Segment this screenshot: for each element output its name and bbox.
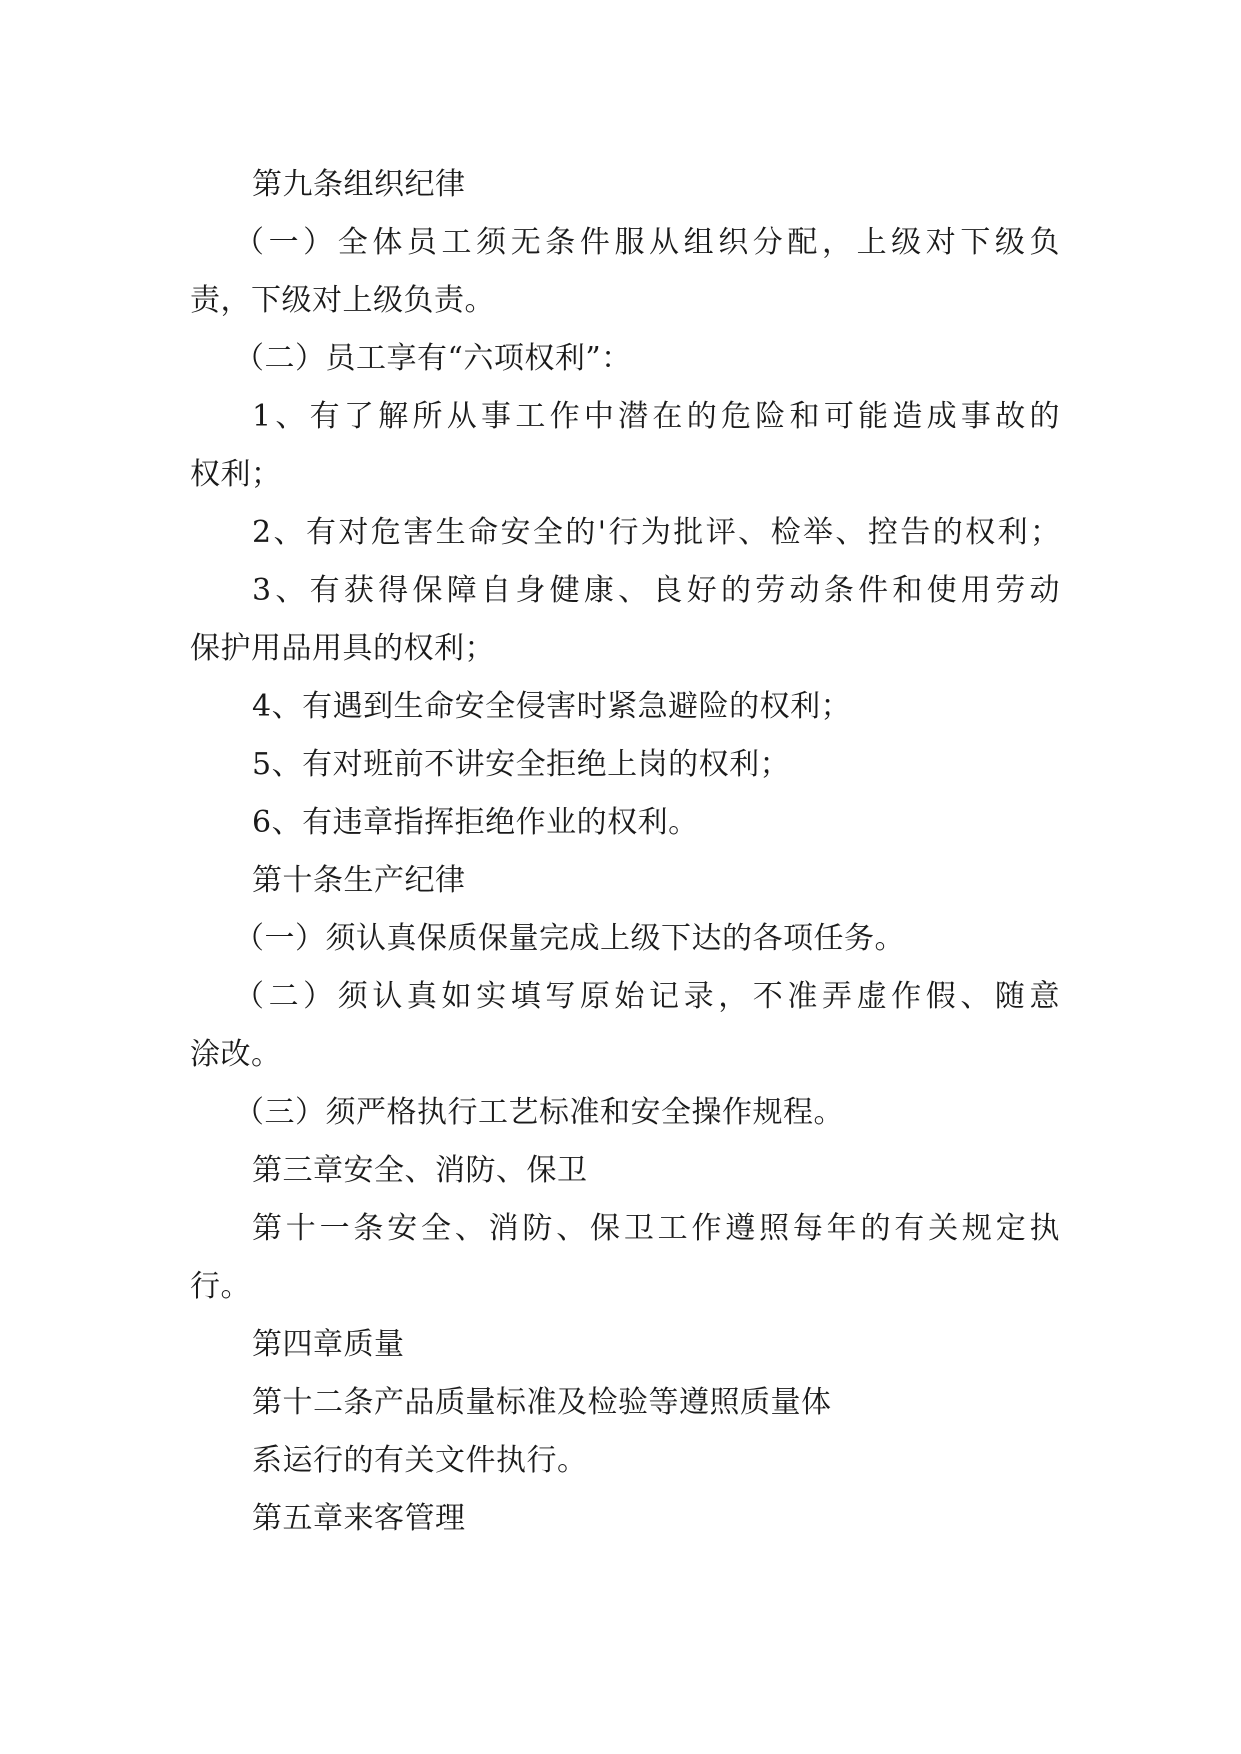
paragraph-line: （一）全体员工须无条件服从组织分配，上级对下级负: [234, 225, 1060, 260]
paragraph-line: 2、有对危害生命安全的'行为批评、检举、控告的权利；: [252, 515, 1060, 550]
paragraph-line: 1、有了解所从事工作中潜在的危险和可能造成事故的: [252, 399, 1060, 434]
paragraph-line: 权利；: [190, 457, 282, 492]
paragraph-line: （二）须认真如实填写原始记录，不准弄虚作假、随意: [234, 979, 1060, 1014]
paragraph-line: 3、有获得保障自身健康、良好的劳动条件和使用劳动: [252, 573, 1060, 608]
paragraph-line: 6、有违章指挥拒绝作业的权利。: [252, 805, 699, 840]
chapter-4-heading: 第四章质量: [252, 1327, 405, 1362]
chapter-5-heading: 第五章来客管理: [252, 1501, 466, 1536]
paragraph-line: 涂改。: [190, 1037, 282, 1072]
paragraph-line: 行。: [190, 1269, 251, 1304]
paragraph-line: 4、有遇到生命安全侵害时紧急避险的权利；: [252, 689, 852, 724]
paragraph-line: 第十一条安全、消防、保卫工作遵照每年的有关规定执: [252, 1211, 1060, 1246]
paragraph-line: （二）员工享有“六项权利”：: [234, 341, 632, 376]
paragraph-line: 第十二条产品质量标准及检验等遵照质量体: [252, 1385, 832, 1420]
chapter-3-heading: 第三章安全、消防、保卫: [252, 1153, 588, 1188]
article-9-heading: 第九条组织纪律: [252, 167, 466, 202]
paragraph-line: （三）须严格执行工艺标准和安全操作规程。: [234, 1095, 844, 1130]
paragraph-line: 责，下级对上级负责。: [190, 283, 495, 318]
paragraph-line: （一）须认真保质保量完成上级下达的各项任务。: [234, 921, 905, 956]
paragraph-line: 系运行的有关文件执行。: [252, 1443, 588, 1478]
paragraph-line: 5、有对班前不讲安全拒绝上岗的权利；: [252, 747, 791, 782]
paragraph-line: 保护用品用具的权利；: [190, 631, 495, 666]
article-10-heading: 第十条生产纪律: [252, 863, 466, 898]
